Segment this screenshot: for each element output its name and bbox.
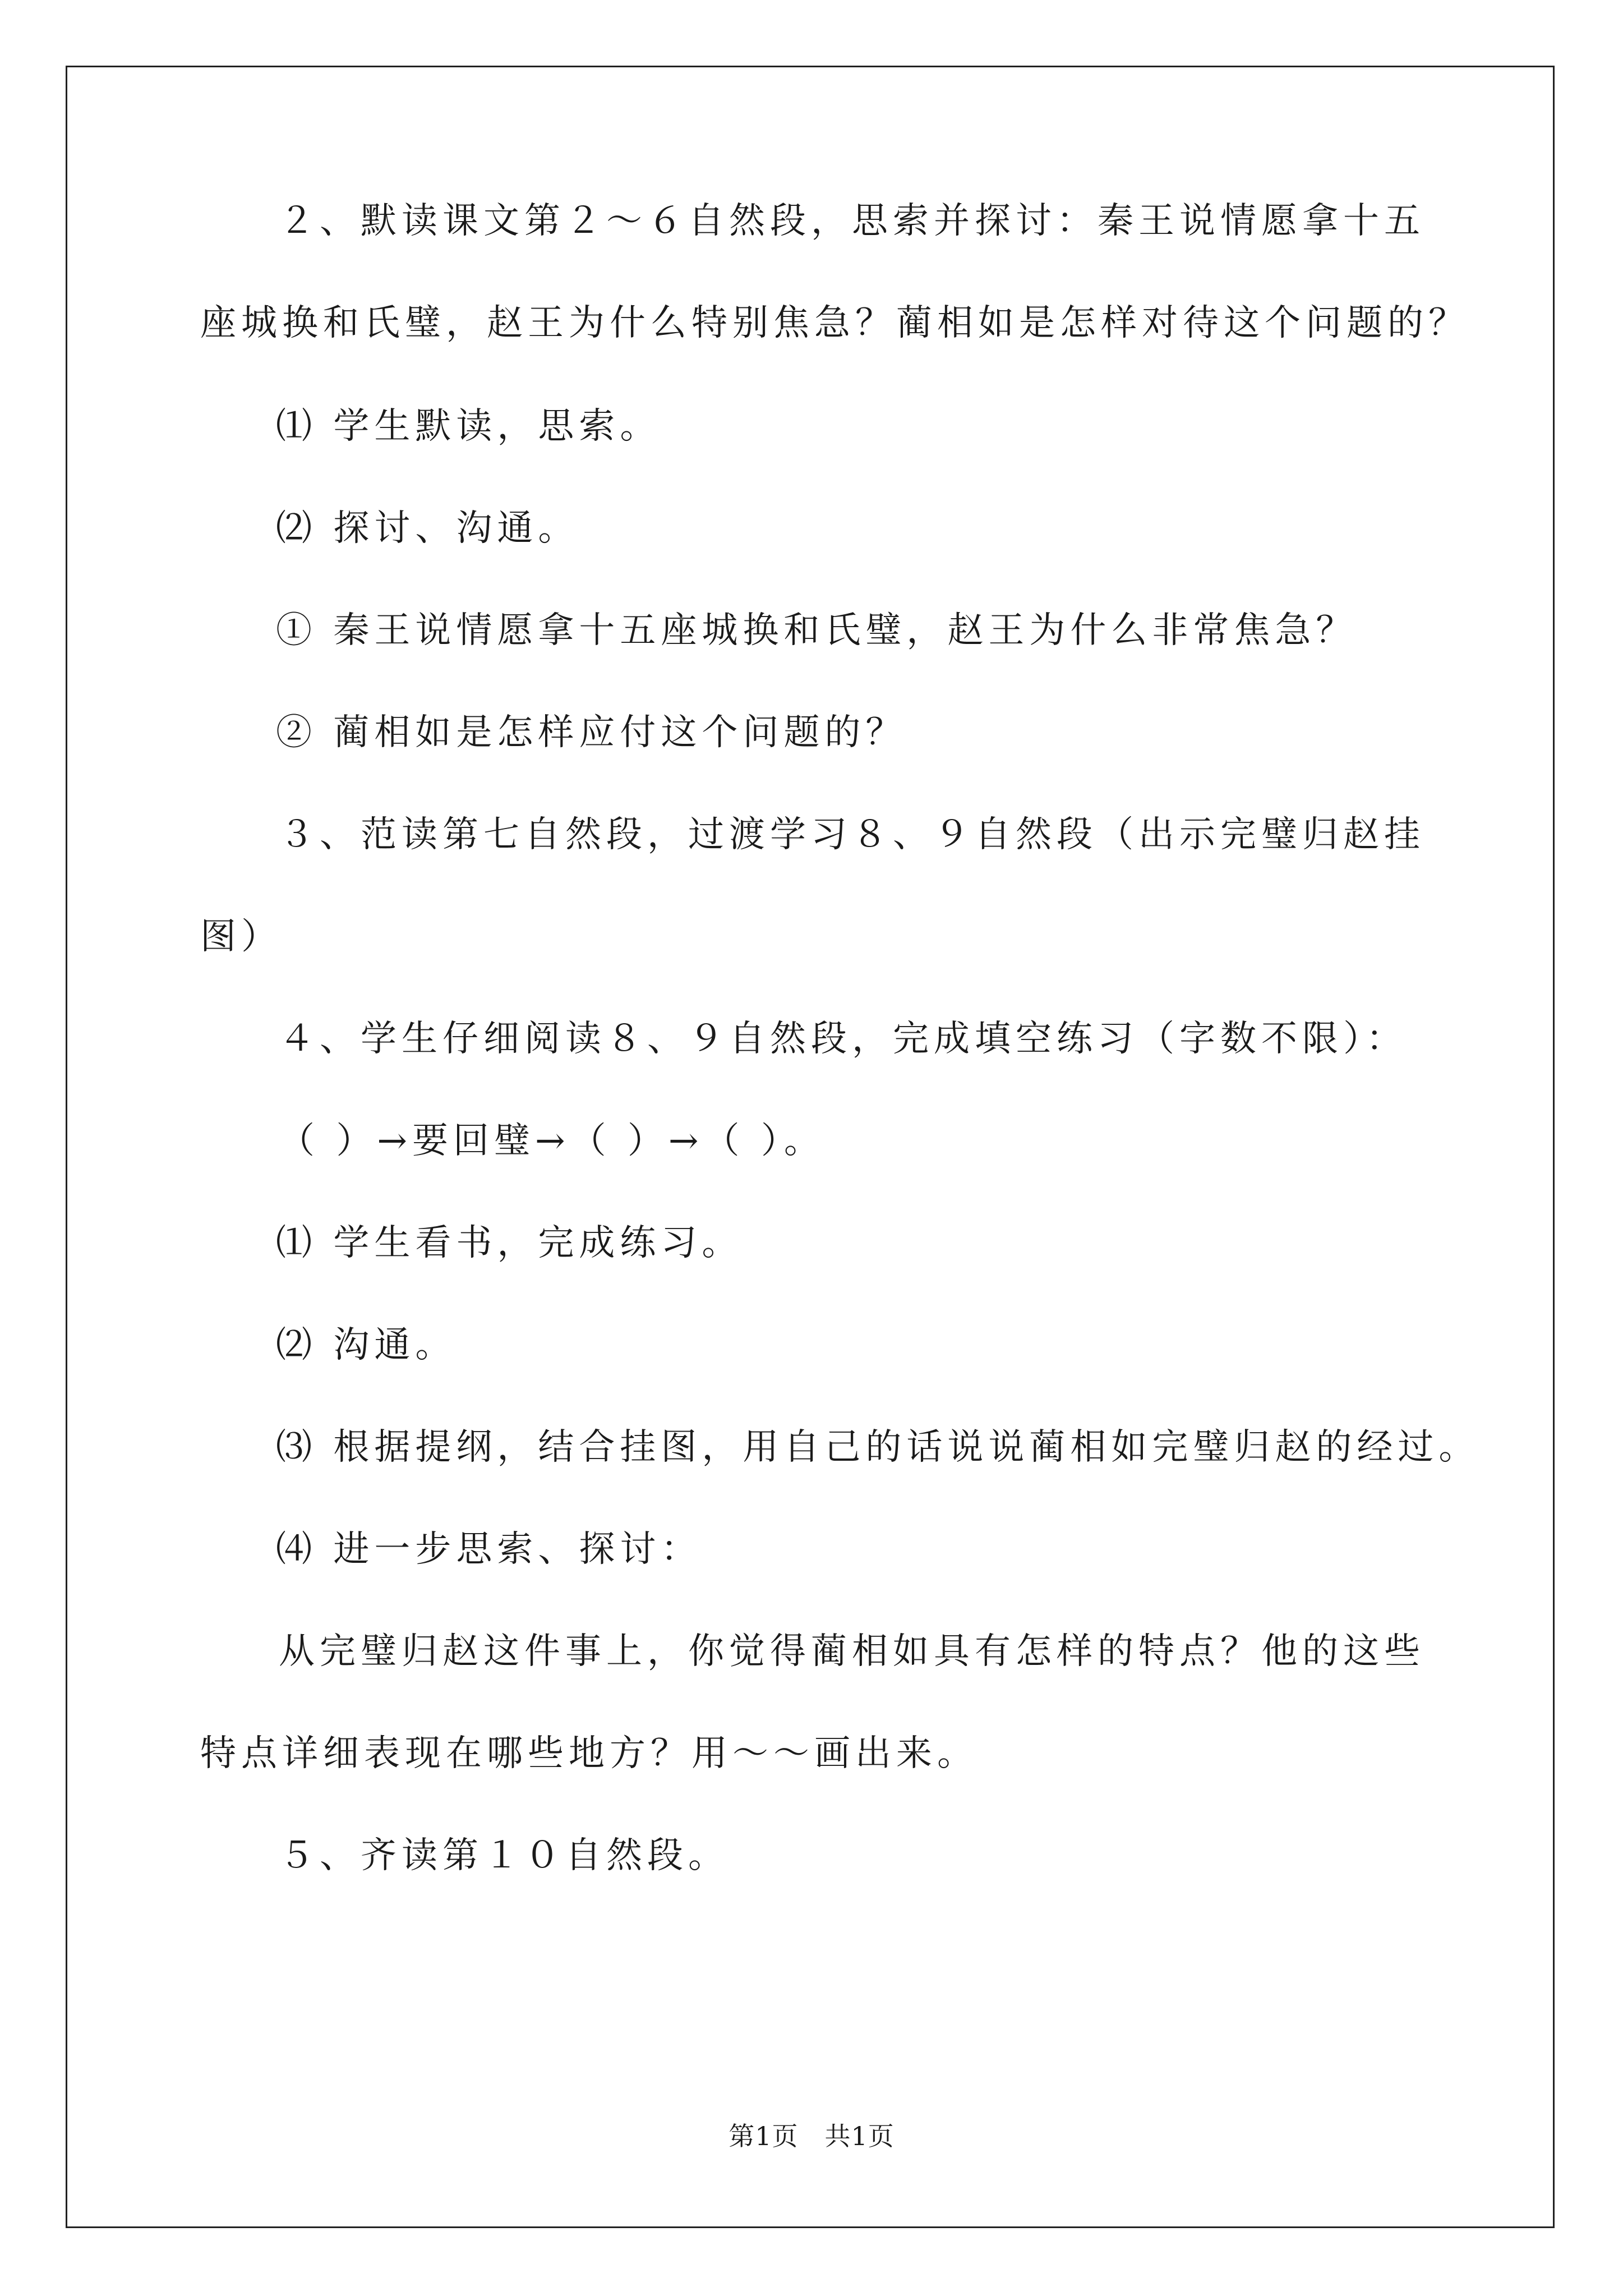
paragraph-line-12: ⑵ 沟通。 [276,1324,457,1366]
paragraph-line-14: ⑷ 进一步思索、探讨： [276,1529,702,1570]
paragraph-line-17: ５、齐读第１０自然段。 [279,1835,729,1876]
paragraph-line-9: ４、学生仔细阅读８、９自然段，完成填空练习（字数不限）： [279,1018,1407,1060]
paragraph-line-5: ① 秦王说情愿拿十五座城换和氏璧，赵王为什么非常焦急？ [276,610,1357,651]
paragraph-line-2: 座城换和氏璧，赵王为什么特别焦急？蔺相如是怎样对待这个问题的？ [200,302,1469,344]
paragraph-line-13: ⑶ 根据提纲，结合挂图，用自己的话说说蔺相如完璧归赵的经过。 [276,1427,1480,1468]
paragraph-line-8: 图） [200,916,282,958]
page-number-footer: 第1页 共1页 [728,2121,895,2151]
paragraph-line-6: ② 蔺相如是怎样应付这个问题的？ [276,712,907,753]
paragraph-line-4: ⑵ 探讨、沟通。 [276,508,579,549]
paragraph-line-7: ３、范读第七自然段，过渡学习８、９自然段（出示完璧归赵挂 [279,814,1425,855]
paragraph-line-15: 从完璧归赵这件事上，你觉得蔺相如具有怎样的特点？他的这些 [279,1631,1425,1672]
paragraph-line-3: ⑴ 学生默读，思索。 [276,406,661,447]
fill-blank-line: （ ）→要回璧→（ ）→（ ）。 [279,1120,825,1162]
paragraph-line-11: ⑴ 学生看书，完成练习。 [276,1222,743,1264]
paragraph-line-16: 特点详细表现在哪些地方？用～～画出来。 [200,1733,978,1774]
paragraph-line-1: ２、默读课文第２～６自然段，思索并探讨：秦王说情愿拿十五 [279,200,1425,242]
